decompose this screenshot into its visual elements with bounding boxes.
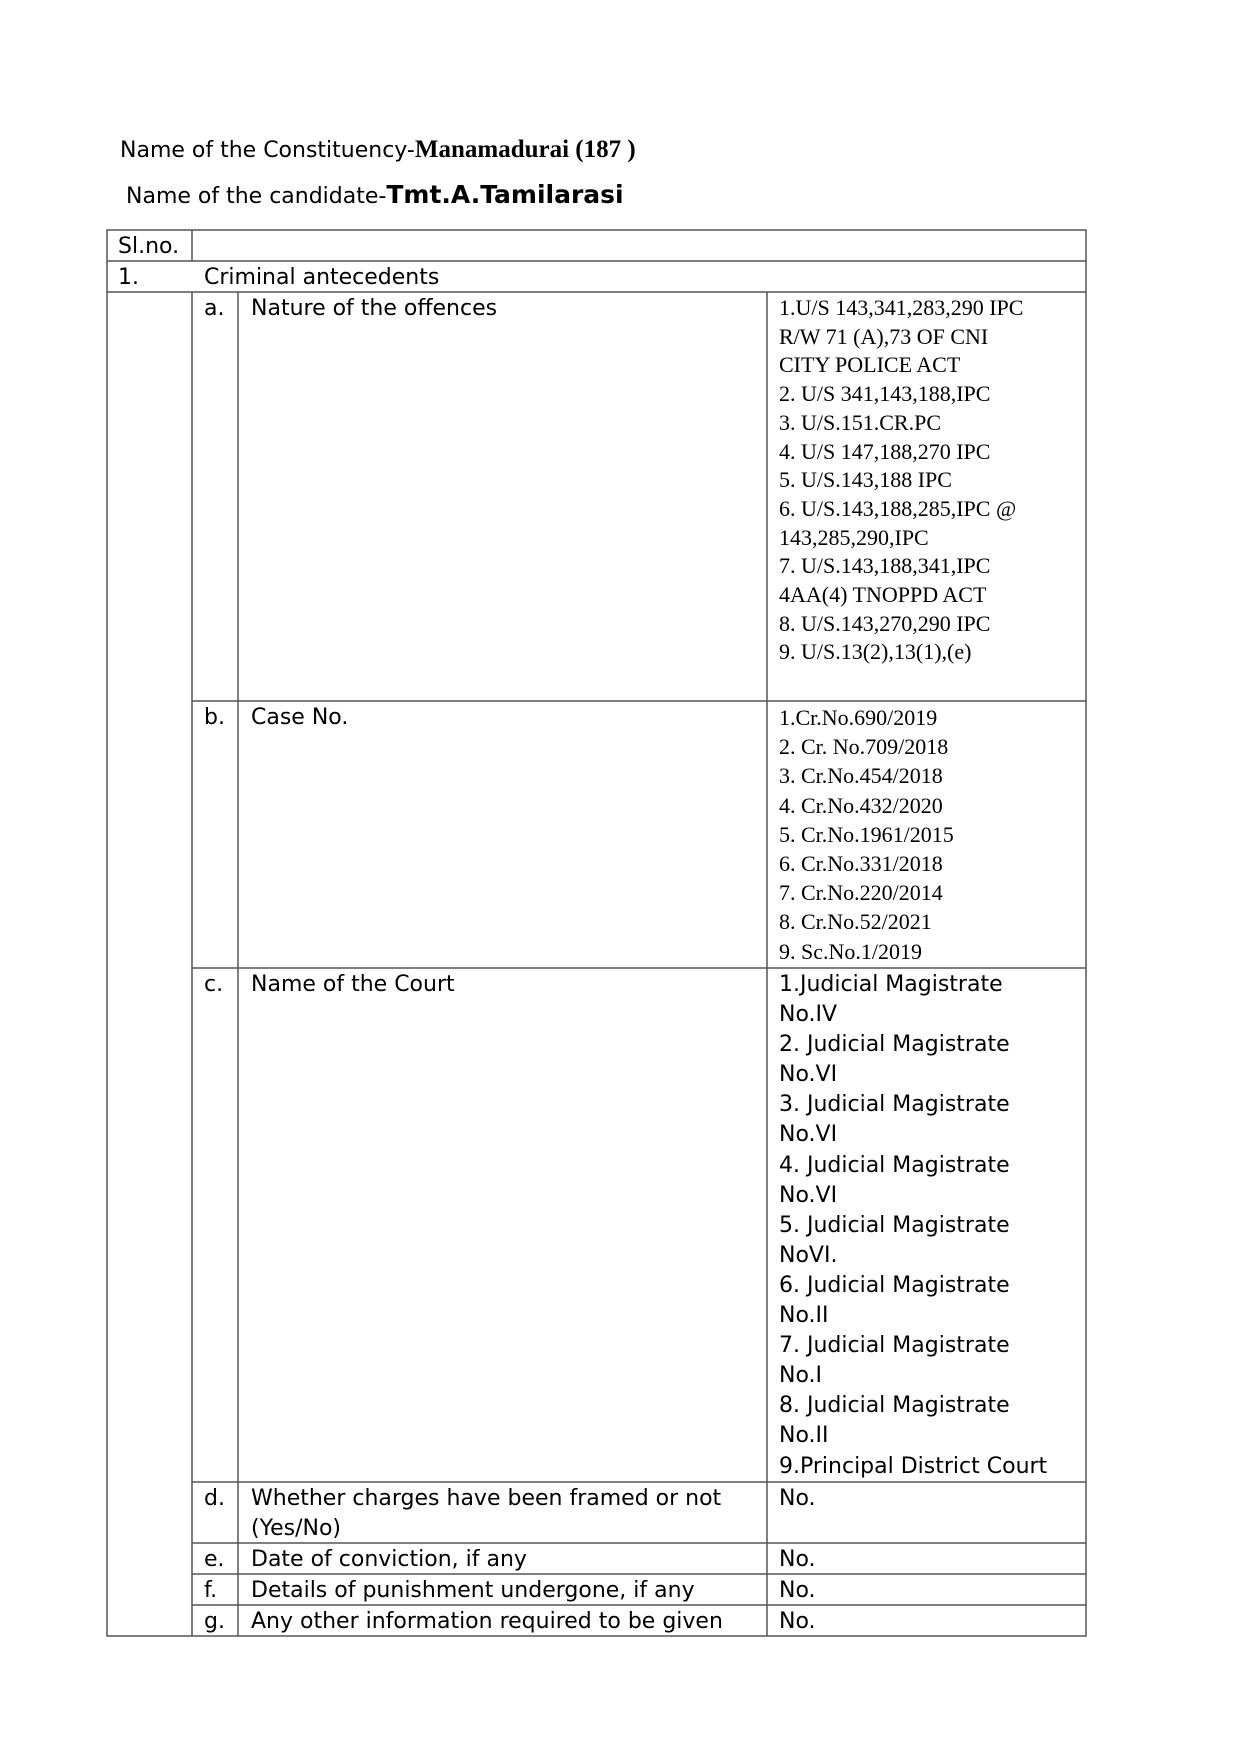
offence-line: 8. U/S.143,270,290 IPC [779,610,991,636]
court-line: 2. Judicial Magistrate [779,1032,1010,1058]
case-no-line: 3. Cr.No.454/2018 [779,763,943,789]
row-label-other-info: Any other information required to be given [251,1609,723,1634]
court-line: No.VI [779,1182,838,1208]
row-label-punishment: Details of punishment undergone, if any [251,1578,695,1603]
case-no-line: 2. Cr. No.709/2018 [779,734,949,760]
charges-label-line2: (Yes/No) [251,1516,342,1541]
section-title: Criminal antecedents [204,265,440,290]
row-label-court: Name of the Court [251,972,455,997]
row-number: 1. [118,265,139,290]
case-no-line: 6. Cr.No.331/2018 [779,851,943,877]
case-no-line: 5. Cr.No.1961/2015 [779,821,954,847]
row-key: e. [204,1547,225,1572]
court-line: No.I [779,1363,823,1389]
conviction-value: No. [779,1547,816,1572]
offence-line: 4AA(4) TNOPPD ACT [779,582,987,608]
court-line: 7. Judicial Magistrate [779,1333,1010,1359]
offence-line: R/W 71 (A),73 OF CNI [779,323,989,349]
court-line: 3. Judicial Magistrate [779,1092,1010,1118]
row-label-offences: Nature of the offences [251,296,498,321]
constituency-value: Manamadurai (187 ) [414,136,636,163]
court-line: 8. Judicial Magistrate [779,1393,1010,1419]
offence-line: CITY POLICE ACT [779,352,961,378]
court-line: 5. Judicial Magistrate [779,1212,1010,1238]
charges-value: No. [779,1486,816,1511]
court-line: No.VI [779,1062,838,1088]
offence-line: 3. U/S.151.CR.PC [779,409,941,435]
case-no-list [779,703,954,966]
court-line: 1.Judicial Magistrate [779,972,1003,997]
offence-line: 4. U/S 147,188,270 IPC [779,438,991,464]
constituency-label: Name of the Constituency- [120,138,415,163]
row-label-conviction: Date of conviction, if any [251,1547,527,1572]
case-no-line: 1.Cr.No.690/2019 [779,705,938,730]
court-line: 6. Judicial Magistrate [779,1272,1010,1298]
col-slno-header: Sl.no. [118,234,180,259]
case-no-line: 4. Cr.No.432/2020 [779,792,943,818]
row-key: b. [204,705,225,730]
row-label-case-no: Case No. [251,705,349,730]
punishment-value: No. [779,1578,816,1603]
candidate-label: Name of the candidate- [126,184,387,209]
court-line: No.II [779,1303,829,1329]
row-key: f. [204,1578,218,1603]
court-list [779,970,1047,1482]
case-no-line: 7. Cr.No.220/2014 [779,880,943,906]
court-line: No.VI [779,1122,838,1148]
row-key: c. [204,972,224,997]
offence-line: 143,285,290,IPC [779,524,929,550]
row-key: a. [204,296,225,321]
court-line: 4. Judicial Magistrate [779,1152,1010,1178]
offences-list [779,294,1023,667]
case-no-line: 8. Cr.No.52/2021 [779,909,932,935]
offence-line: 2. U/S 341,143,188,IPC [779,381,991,407]
offence-line: 6. U/S.143,188,285,IPC @ [779,495,1017,521]
offence-line: 1.U/S 143,341,283,290 IPC [779,295,1024,320]
offence-line: 9. U/S.13(2),13(1),(e) [779,639,972,665]
court-line: NoVI. [779,1242,838,1268]
offence-line: 7. U/S.143,188,341,IPC [779,553,991,579]
case-no-line: 9. Sc.No.1/2019 [779,938,922,964]
court-line: No.II [779,1423,829,1449]
row-key: d. [204,1486,225,1511]
court-line: 9.Principal District Court [779,1453,1048,1479]
candidate-value: Tmt.A.Tamilarasi [386,180,624,209]
row-key: g. [204,1609,225,1634]
other-info-value: No. [779,1609,816,1634]
offence-line: 5. U/S.143,188 IPC [779,467,952,493]
court-line: No.IV [779,1002,838,1028]
charges-label-line1: Whether charges have been framed or not [251,1486,722,1511]
row-label-charges [251,1484,721,1544]
